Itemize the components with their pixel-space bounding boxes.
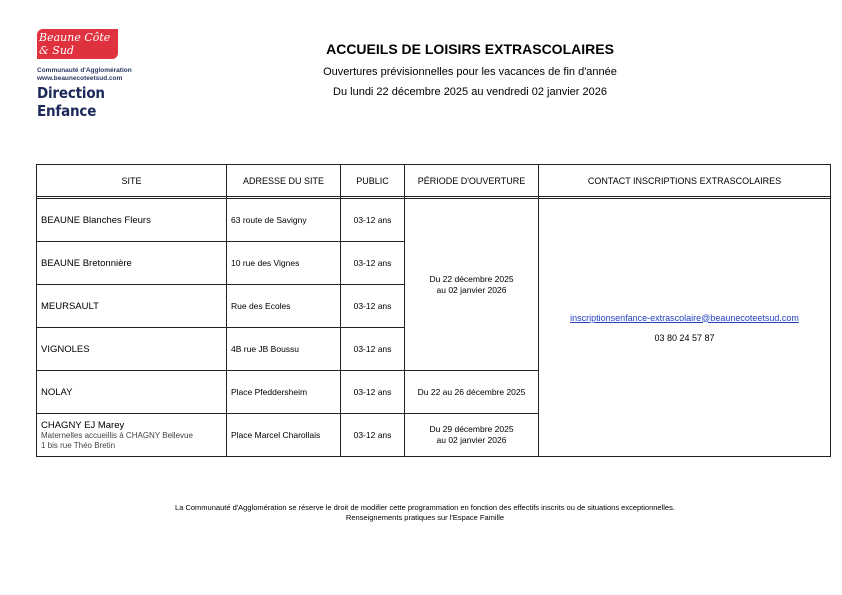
footer-note: [100, 503, 750, 523]
site-period: Du 22 au 26 décembre 2025: [405, 371, 539, 414]
site-address: Rue des Ecoles: [227, 285, 341, 328]
site-address: Place Pfeddersheim: [227, 371, 341, 414]
site-public: 03-12 ans: [341, 199, 405, 242]
site-name: MEURSAULT: [37, 285, 227, 328]
col-address: ADRESSE DU SITE: [227, 165, 341, 197]
logo-line-community: Communauté d'Agglomération: [37, 67, 132, 74]
site-name: CHAGNY EJ Marey: [41, 419, 125, 431]
site-address: 10 rue des Vignes: [227, 242, 341, 285]
schedule-table: [36, 164, 831, 457]
contact-cell: [539, 199, 831, 457]
col-period: PÉRIODE D'OUVERTURE: [405, 165, 539, 197]
logo-line-website: www.beaunecoteetsud.com: [37, 75, 123, 82]
table-header-row: [37, 165, 831, 197]
site-public: 03-12 ans: [341, 328, 405, 371]
site-name: BEAUNE Bretonnière: [37, 242, 227, 285]
date-range: Du lundi 22 décembre 2025 au vendredi 02 janvier 2026: [333, 86, 607, 98]
logo: [37, 29, 167, 120]
site-note-address: 1 bis rue Théo Bretin: [41, 440, 116, 450]
site-public: 03-12 ans: [341, 414, 405, 457]
period-end: au 02 janvier 2026: [436, 284, 507, 295]
col-public: PUBLIC: [341, 165, 405, 197]
period-start: Du 29 décembre 2025: [429, 424, 514, 434]
site-public: 03-12 ans: [341, 371, 405, 414]
page-subtitle: Ouvertures prévisionnelles pour les vacances de fin d'année: [323, 66, 617, 78]
period-start: Du 22 décembre 2025: [429, 273, 514, 284]
logo-caption: [37, 67, 167, 83]
brand-logo: Beaune Côte & Sud: [37, 29, 118, 59]
site-cell: [37, 414, 227, 457]
contact-phone: 03 80 24 57 87: [654, 332, 715, 343]
site-address: Place Marcel Charollais: [227, 414, 341, 457]
department-name: Direction Enfance: [37, 84, 105, 120]
site-address: 4B rue JB Boussu: [227, 328, 341, 371]
period-end: au 02 janvier 2026: [436, 435, 507, 445]
contact-email-link[interactable]: inscriptionsenfance-extrascolaire@beaunecoteetsud.com: [570, 312, 799, 323]
site-name: NOLAY: [37, 371, 227, 414]
table-row: [37, 199, 831, 242]
site-public: 03-12 ans: [341, 242, 405, 285]
site-address: 63 route de Savigny: [227, 199, 341, 242]
site-period: [405, 414, 539, 457]
footer-disclaimer: La Communauté d'Agglomération se réserve le droit de modifier cette programmation en fonction des effectifs inscrits ou de situations exceptionnelles.: [175, 503, 675, 512]
col-contact: CONTACT INSCRIPTIONS EXTRASCOLAIRES: [539, 165, 831, 197]
site-name: VIGNOLES: [37, 328, 227, 371]
site-public: 03-12 ans: [341, 285, 405, 328]
site-note: Maternelles accueillis à CHAGNY Bellevue: [41, 430, 193, 440]
col-site: SITE: [37, 165, 227, 197]
footer-info: Renseignements pratiques sur l'Espace Famille: [345, 513, 505, 522]
site-name: BEAUNE Blanches Fleurs: [37, 199, 227, 242]
page-title: ACCUEILS DE LOISIRS EXTRASCOLAIRES: [326, 41, 614, 57]
shared-period: [405, 199, 539, 371]
